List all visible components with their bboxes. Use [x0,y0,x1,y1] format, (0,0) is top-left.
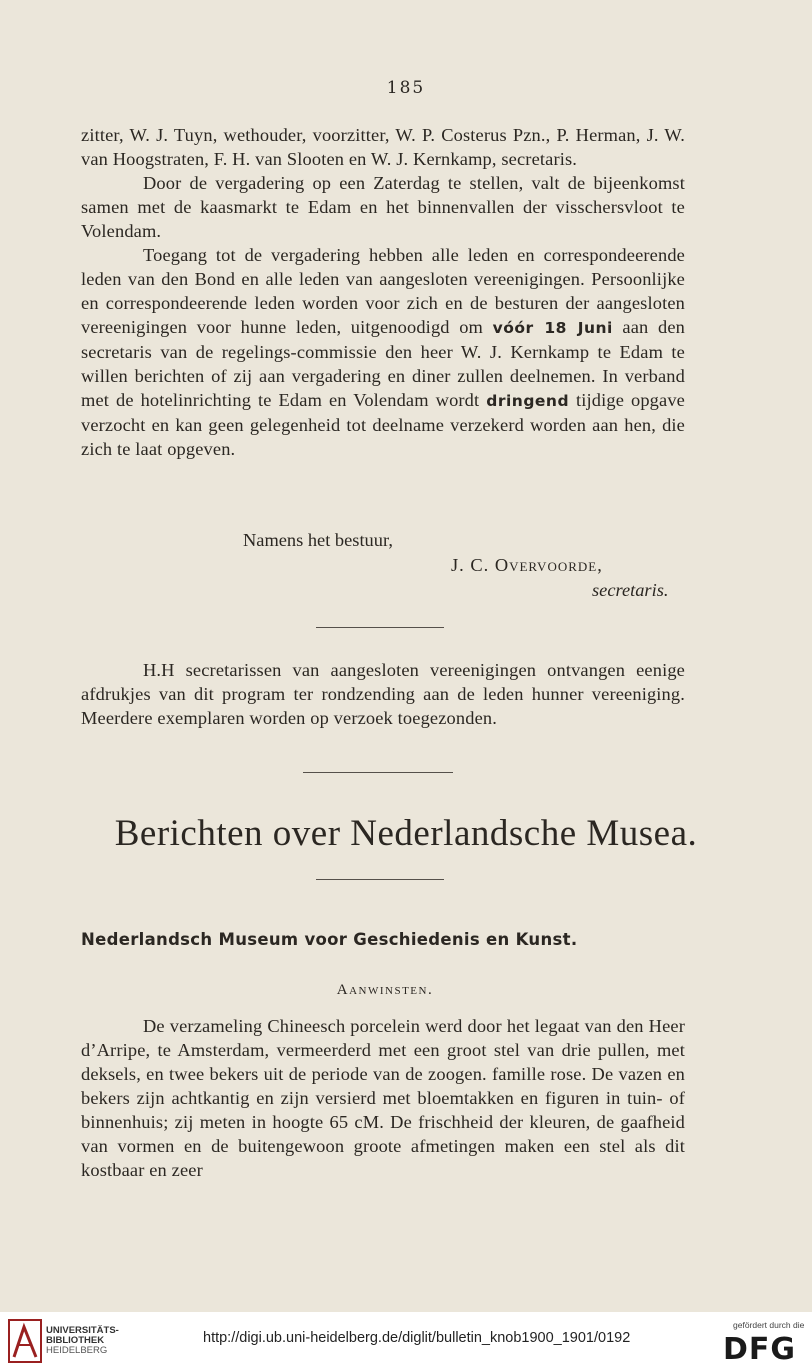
paragraph-3-part-b: aan den secretaris van de regelings-commissie den heer W. J. Kernkamp te Edam te willen berichten of zij aan vergadering en diner zullen deelnemen. In verband met de hotelinrichting te Edam en Volendam wordt [81,317,685,410]
urgent-emphasis: dringend [486,392,570,410]
paragraph-3 [81,243,685,461]
paragraph-1: zitter, W. J. Tuyn, wethouder, voorzitter, W. P. Costerus Pzn., P. Herman, J. W. van Hoogstraten, F. H. van Slooten en W. J. Kernkamp, secretaris. [81,125,685,169]
footer-bar [0,1312,812,1371]
paragraph-3-part-a: Toegang tot de vergadering hebben alle leden en correspondeerende leden van den Bond en alle leden van aangesloten vereenigingen. Persoonlijke en correspondeerende leden worden voor zich en de besturen der aangesloten vereenigingen voor hunne leden, uitgenoodigd om [81,245,685,337]
funded-by-label: gefördert durch die [733,1320,805,1330]
signature-on-behalf: Namens het bestuur, [243,530,393,550]
university-line-2: BIBLIOTHEK [46,1335,105,1346]
university-line-1: UNIVERSITÄTS- [46,1325,119,1336]
deadline-emphasis: vóór 18 Juni [492,319,613,337]
main-title: Berichten over Nederlandsche Musea. [114,813,698,854]
signature-role: secretaris. [592,580,669,600]
divider-rule [316,627,444,628]
body-text-top [81,123,685,461]
secretaries-note: H.H secretarissen van aangesloten vereenigingen ontvangen eenige afdrukjes van dit program ter rondzending aan de leden hunner vereeniging. Meerdere exemplaren worden op verzoek toegezonden. [81,660,685,728]
permalink[interactable]: http://digi.ub.uni-heidelberg.de/diglit/bulletin_knob1900_1901/0192 [203,1330,631,1346]
divider-rule [303,772,453,773]
university-line-3: HEIDELBERG [46,1345,108,1356]
section-heading: Aanwinsten. [336,982,434,998]
body-text-bottom [81,1014,685,1182]
dfg-logo: DFG [723,1332,797,1367]
paragraph-3-part-c: tijdige opgave verzocht en kan geen gelegenheid tot deelname verzekerd worden aan hen, die zich te laat opgeven. [81,390,685,459]
paragraph-2: Door de vergadering op een Zaterdag te stellen, valt de bijeenkomst samen met de kaasmarkt te Edam en het binnenvallen der visschersvloot te Volendam. [81,173,685,241]
signature-name: J. C. Overvoorde, [451,555,603,575]
note-block [81,658,685,730]
university-seal-icon [8,1319,42,1363]
divider-rule [316,879,444,880]
museum-heading: Nederlandsch Museum voor Geschiedenis en Kunst. [81,930,578,949]
paragraph-acquisitions: De verzameling Chineesch porcelein werd door het legaat van den Heer d’Arripe, te Amsterdam, vermeerderd met een groot stel van drie pullen, met deksels, en twee bekers uit de periode van de zoogen. famille rose. De vazen en bekers zijn achtkantig en zijn versierd met bloemtakken en figuren in tuin- of binnenhuis; zij meten in hoogte 65 cM. De frischheid der kleuren, de gaafheid van vormen en de buitengewoon groote afmetingen maken een stel als dit kostbaar en zeer [81,1016,685,1180]
page-number: 185 [386,78,426,98]
university-name [46,1326,119,1356]
